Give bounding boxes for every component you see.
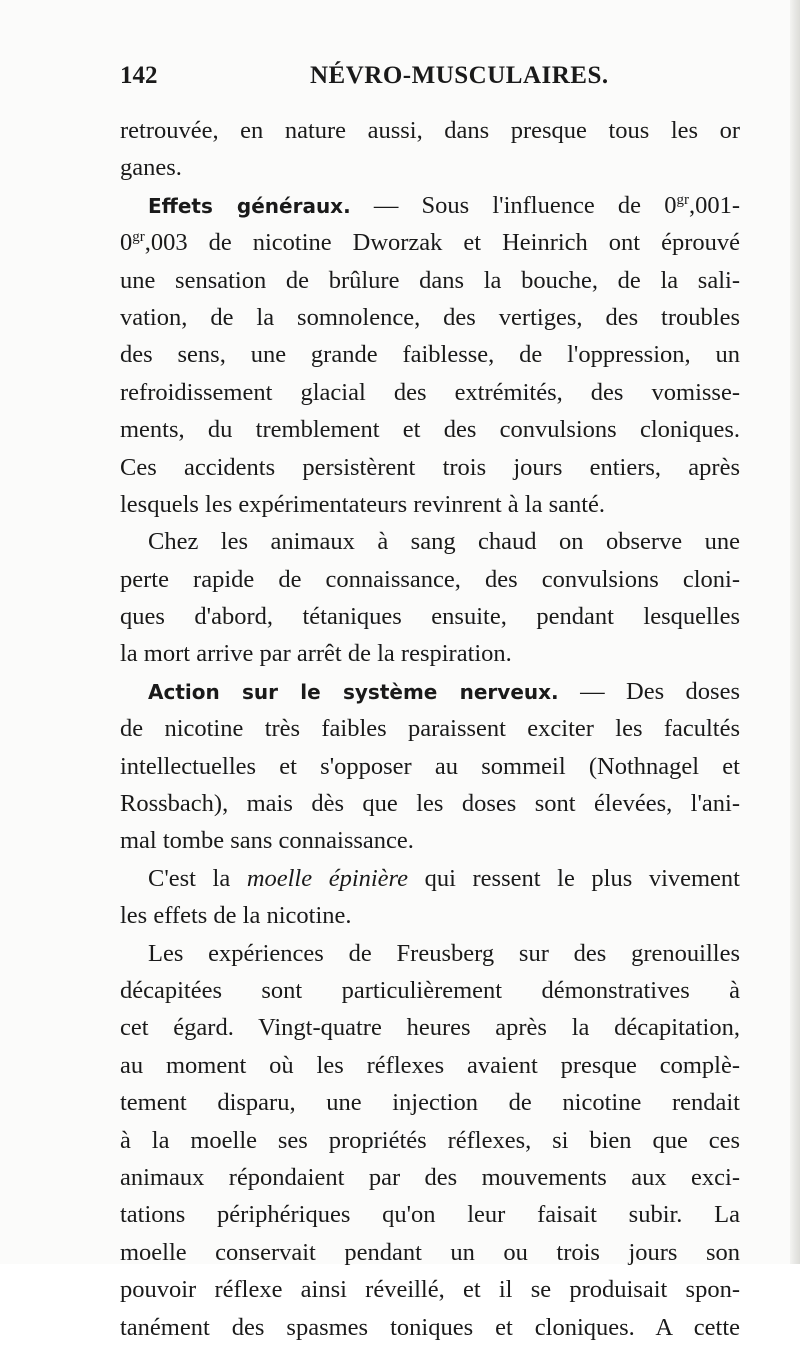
text-line: vation, de la somnolence, des vertiges, des troubles: [120, 303, 740, 331]
text-run: C'est la: [148, 864, 247, 892]
text-line: à la moelle ses propriétés réflexes, si bien que ces: [120, 1126, 740, 1154]
text-line: lesquels les expérimentateurs revinrent à la santé.: [120, 490, 606, 518]
text-line: de nicotine très faibles paraissent exciter les facultés: [120, 715, 740, 743]
text-run: qui ressent le plus vivement: [408, 864, 740, 892]
emphasis-moelle-epiniere: moelle épinière: [246, 864, 409, 892]
text-line: Chez les animaux à sang chaud on observe une: [148, 528, 740, 556]
text-line: les effets de la nicotine.: [120, 902, 352, 930]
text-line: intellectuelles et s'opposer au sommeil (Nothnagel et: [120, 752, 740, 780]
text-line: mal tombe sans connaissance.: [120, 827, 414, 855]
text-run: — Sous l'influence de 0: [350, 191, 677, 219]
text-line: ments, du tremblement et des convulsions cloniques.: [120, 416, 740, 444]
text-line: [120, 224, 740, 261]
text-line: [120, 673, 740, 710]
unit-superscript: gr: [676, 191, 689, 208]
section-heading-effets-generaux: Effets généraux.: [148, 193, 351, 218]
text-line: la mort arrive par arrêt de la respiration.: [120, 640, 512, 668]
text-line: retrouvée, en nature aussi, dans presque tous les or: [120, 117, 740, 144]
page-header: [120, 62, 740, 102]
text-line: Rossbach), mais dès que les doses sont élevées, l'ani-: [120, 790, 740, 818]
text-line: [120, 860, 740, 897]
text-line: des sens, une grande faiblesse, de l'oppression, un: [120, 341, 740, 369]
text-line: perte rapide de connaissance, des convulsions cloni-: [120, 565, 740, 593]
text-line: au moment où les réflexes avaient presque complè-: [120, 1051, 740, 1079]
running-title: NÉVRO-MUSCULAIRES.: [310, 62, 609, 89]
text-line: cet égard. Vingt-quatre heures après la décapitation,: [120, 1014, 740, 1042]
section-heading-action-systeme-nerveux: Action sur le système nerveux.: [148, 679, 559, 704]
text-line: refroidissement glacial des extrémités, des vomisse-: [120, 378, 740, 406]
text-run: — Des doses: [558, 677, 740, 705]
text-line: [120, 187, 740, 224]
page-edge-shadow: [790, 0, 800, 1264]
text-line: moelle conservait pendant un ou trois jours son: [120, 1238, 740, 1266]
text-line: une sensation de brûlure dans la bouche, de la sali-: [120, 266, 740, 294]
unit-superscript: gr: [132, 229, 145, 246]
body-text: [120, 112, 740, 1346]
text-run: 0: [120, 229, 133, 257]
page-number: 142: [120, 62, 158, 89]
text-line: décapitées sont particulièrement démonstratives à: [120, 976, 740, 1004]
text-line: ques d'abord, tétaniques ensuite, pendant lesquelles: [120, 603, 740, 631]
text-line: Les expériences de Freusberg sur des grenouilles: [148, 939, 740, 967]
text-run: ,001-: [688, 191, 740, 219]
text-line: tanément des spasmes toniques et cloniques. A cette: [120, 1313, 740, 1341]
text-line: tement disparu, une injection de nicotine rendait: [120, 1089, 740, 1117]
text-run: ,003 de nicotine Dworzak et Heinrich ont éprouvé: [144, 229, 740, 257]
text-line: pouvoir réflexe ainsi réveillé, et il se produisait spon-: [120, 1276, 740, 1304]
text-line: ganes.: [120, 154, 182, 182]
text-line: tations périphériques qu'on leur faisait subir. La: [120, 1201, 740, 1229]
text-line: Ces accidents persistèrent trois jours entiers, après: [120, 453, 740, 481]
text-line: animaux répondaient par des mouvements aux exci-: [120, 1163, 740, 1191]
